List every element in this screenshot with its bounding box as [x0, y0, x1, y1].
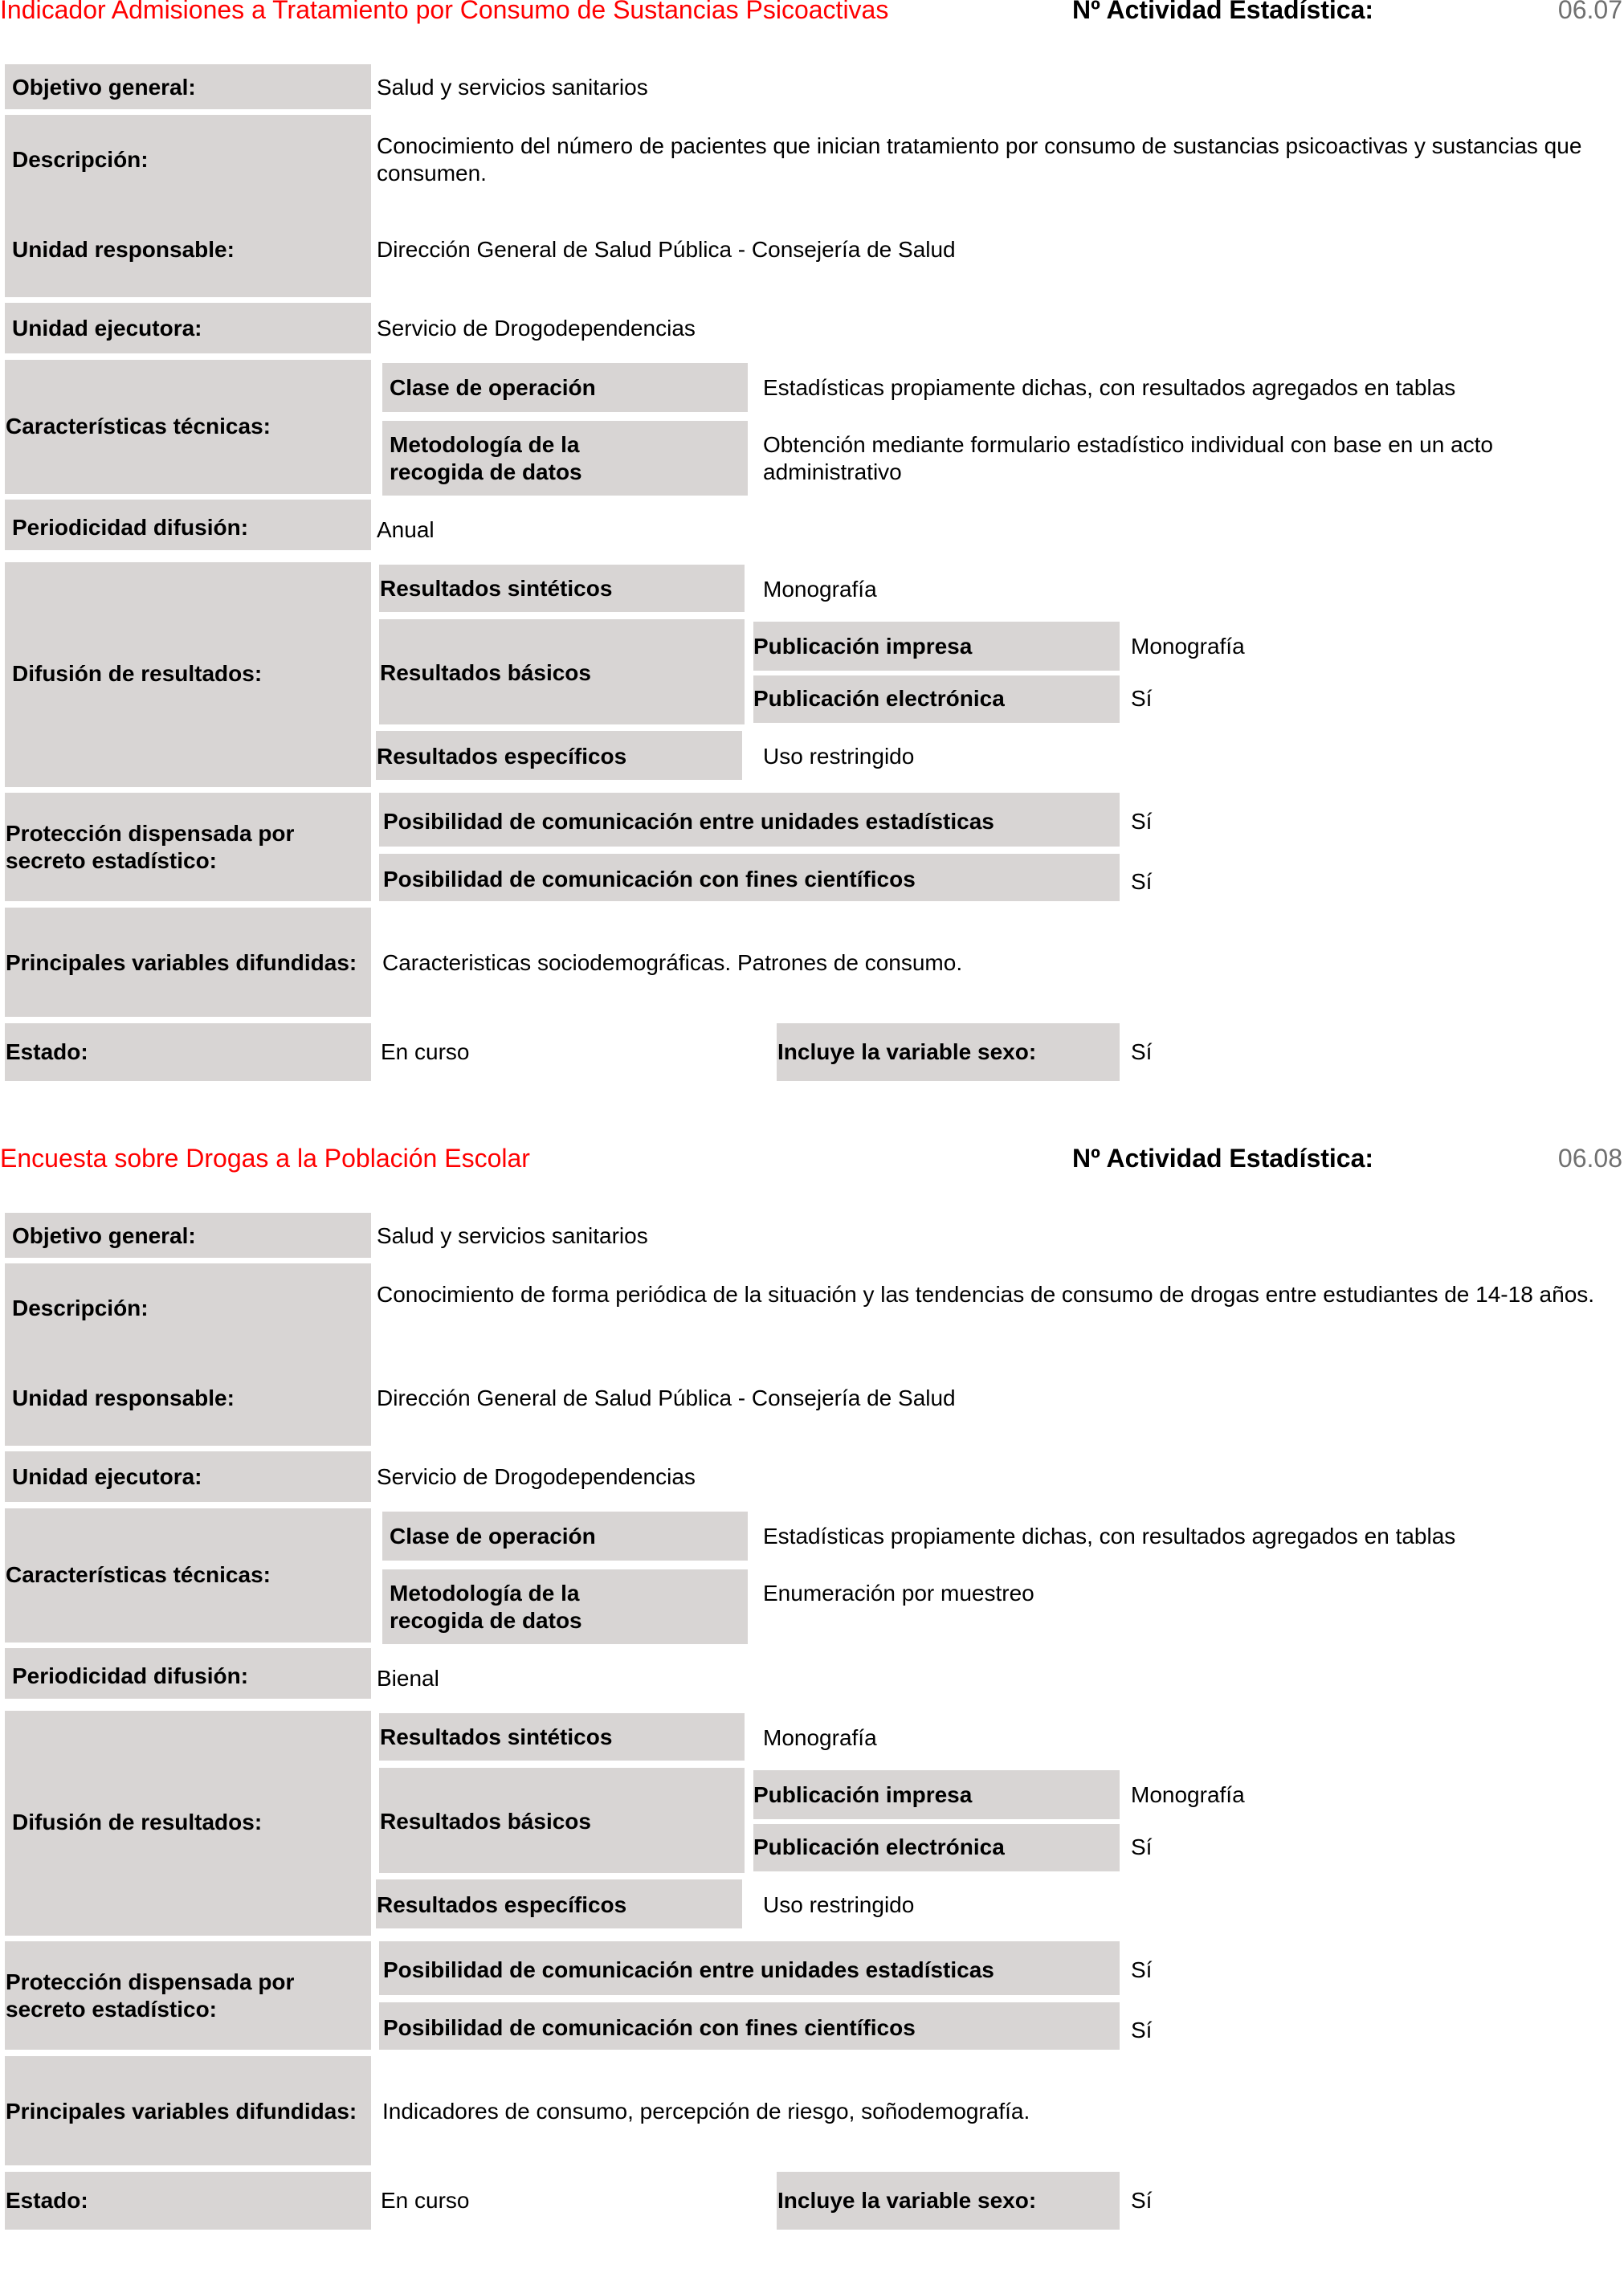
incluye-sexo-label: Incluye la variable sexo: — [777, 1039, 1037, 1064]
pub-electronica-value: Sí — [1131, 1834, 1153, 1859]
pub-impresa-label: Publicación impresa — [753, 1782, 973, 1807]
estado-value: En curso — [381, 2188, 470, 2213]
clase-operacion-value: Estadísticas propiamente dichas, con resultados agregados en tablas — [763, 1524, 1456, 1549]
res-basicos-label: Resultados básicos — [380, 1809, 591, 1834]
principales-value: Caracteristicas sociodemográficas. Patrones de consumo. — [382, 950, 963, 975]
objetivo-label: Objetivo general: — [12, 75, 196, 100]
proteccion-label: Protección dispensada por secreto estadístico: — [6, 821, 295, 873]
descripcion-label: Descripción: — [12, 1296, 149, 1320]
unidad-ejecutora-value: Servicio de Drogodependencias — [377, 316, 696, 341]
difusion-label: Difusión de resultados: — [12, 1810, 263, 1834]
res-especificos-value: Uso restringido — [763, 1892, 915, 1917]
res-basicos-label: Resultados básicos — [380, 660, 591, 685]
clase-operacion-label: Clase de operación — [390, 1524, 596, 1549]
periodicidad-label: Periodicidad difusión: — [12, 515, 249, 540]
res-sinteticos-label: Resultados sintéticos — [380, 1724, 613, 1749]
com-cientificos-value: Sí — [1131, 869, 1153, 894]
principales-label: Principales variables difundidas: — [6, 2099, 357, 2124]
unidad-responsable-value: Dirección General de Salud Pública - Consejería de Salud — [377, 1385, 956, 1410]
com-unidades-value: Sí — [1131, 1957, 1153, 1982]
statistical-activity-sheet — [0, 0, 1624, 1124]
metodologia-label: Metodología de la recogida de datos — [390, 432, 582, 484]
activity-number: 06.08 — [1557, 1144, 1622, 1173]
pub-electronica-label: Publicación electrónica — [753, 686, 1005, 711]
metodologia-value: Enumeración por muestreo — [763, 1581, 1034, 1606]
objetivo-label: Objetivo general: — [12, 1223, 196, 1248]
unidad-ejecutora-label: Unidad ejecutora: — [12, 1464, 202, 1489]
periodicidad-label: Periodicidad difusión: — [12, 1663, 249, 1688]
incluye-sexo-value: Sí — [1131, 1039, 1153, 1064]
estado-label: Estado: — [6, 1039, 88, 1064]
statistical-activity-sheet — [0, 1144, 1624, 2273]
periodicidad-value: Anual — [377, 517, 435, 542]
clase-operacion-label: Clase de operación — [390, 375, 596, 400]
activity-number-label: Nº Actividad Estadística: — [1072, 1144, 1374, 1173]
metodologia-label: Metodología de la recogida de datos — [390, 1581, 582, 1633]
com-cientificos-label: Posibilidad de comunicación con fines científicos — [383, 2015, 916, 2040]
pub-electronica-label: Publicación electrónica — [753, 1834, 1005, 1859]
activity-title: Encuesta sobre Drogas a la Población Escolar — [0, 1144, 530, 1173]
activity-number-label: Nº Actividad Estadística: — [1072, 0, 1374, 24]
com-unidades-value: Sí — [1131, 809, 1153, 834]
unidad-responsable-label: Unidad responsable: — [12, 237, 235, 262]
label-cell-descripcion — [5, 115, 371, 297]
objetivo-value: Salud y servicios sanitarios — [377, 1223, 648, 1248]
unidad-responsable-value: Dirección General de Salud Pública - Consejería de Salud — [377, 237, 956, 262]
caracteristicas-label: Características técnicas: — [6, 1562, 271, 1587]
caracteristicas-label: Características técnicas: — [6, 414, 271, 439]
descripcion-value: Conocimiento de forma periódica de la situación y las tendencias de consumo de drogas entre estudiantes de 14-18 años. — [377, 1282, 1595, 1307]
objetivo-value: Salud y servicios sanitarios — [377, 75, 648, 100]
clase-operacion-value: Estadísticas propiamente dichas, con resultados agregados en tablas — [763, 375, 1456, 400]
res-sinteticos-value: Monografía — [763, 1725, 877, 1750]
res-sinteticos-label: Resultados sintéticos — [380, 576, 613, 601]
activity-number: 06.07 — [1557, 0, 1622, 24]
pub-electronica-value: Sí — [1131, 686, 1153, 711]
proteccion-label: Protección dispensada por secreto estadístico: — [6, 1969, 295, 2022]
com-unidades-label: Posibilidad de comunicación entre unidades estadísticas — [383, 1957, 994, 1982]
res-especificos-label: Resultados específicos — [377, 744, 627, 769]
com-cientificos-label: Posibilidad de comunicación con fines científicos — [383, 867, 916, 892]
principales-label: Principales variables difundidas: — [6, 950, 357, 975]
res-especificos-value: Uso restringido — [763, 744, 915, 769]
unidad-ejecutora-label: Unidad ejecutora: — [12, 316, 202, 341]
res-sinteticos-value: Monografía — [763, 577, 877, 602]
metodologia-value: Obtención mediante formulario estadístico individual con base en un acto administrativo — [763, 432, 1493, 484]
unidad-ejecutora-value: Servicio de Drogodependencias — [377, 1464, 696, 1489]
periodicidad-value: Bienal — [377, 1666, 439, 1691]
pub-impresa-value: Monografía — [1131, 634, 1245, 659]
difusion-label: Difusión de resultados: — [12, 661, 263, 686]
descripcion-value: Conocimiento del número de pacientes que inician tratamiento por consumo de sustancias psicoactivas y sustancias que consumen. — [377, 133, 1582, 186]
activity-title: Indicador Admisiones a Tratamiento por Consumo de Sustancias Psicoactivas — [0, 0, 889, 24]
incluye-sexo-label: Incluye la variable sexo: — [777, 2188, 1037, 2213]
label-cell-descripcion — [5, 1263, 371, 1446]
estado-value: En curso — [381, 1039, 470, 1064]
com-cientificos-value: Sí — [1131, 2018, 1153, 2042]
unidad-responsable-label: Unidad responsable: — [12, 1385, 235, 1410]
incluye-sexo-value: Sí — [1131, 2188, 1153, 2213]
estado-label: Estado: — [6, 2188, 88, 2213]
res-especificos-label: Resultados específicos — [377, 1892, 627, 1917]
principales-value: Indicadores de consumo, percepción de riesgo, soñodemografía. — [382, 2099, 1030, 2124]
pub-impresa-label: Publicación impresa — [753, 634, 973, 659]
com-unidades-label: Posibilidad de comunicación entre unidades estadísticas — [383, 809, 994, 834]
descripcion-label: Descripción: — [12, 147, 149, 172]
pub-impresa-value: Monografía — [1131, 1782, 1245, 1807]
